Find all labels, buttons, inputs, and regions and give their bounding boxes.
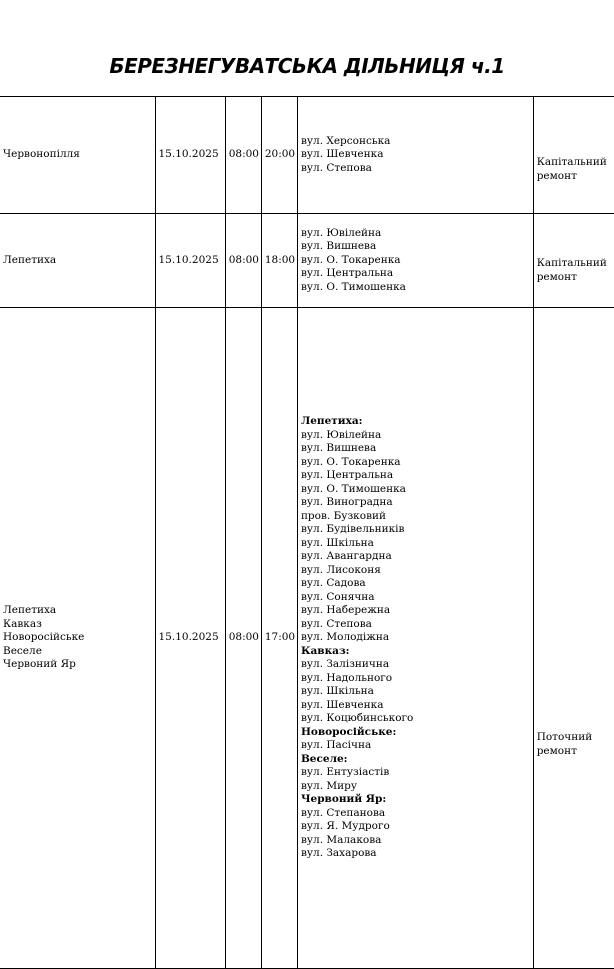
street-name: вул. О. Токаренка: [300, 455, 401, 468]
street-name: вул. Вишнева: [300, 442, 377, 455]
page-title: БЕРЕЗНЕГУВАТСЬКА ДІЛЬНИЦЯ ч.1: [109, 54, 505, 78]
settlement-name: Лепетиха: [3, 604, 57, 617]
outage-schedule-table: [0, 96, 614, 969]
date-cell: 15.10.2025: [155, 308, 225, 969]
start-time-cell: 08:00: [225, 308, 261, 969]
street-name: вул. Миру: [300, 779, 358, 792]
street-name: вул. Коцюбинського: [300, 712, 414, 725]
work-type-cell: [533, 214, 614, 308]
street-name: вул. О. Тимошенка: [300, 280, 406, 293]
work-type-text: Капітальний: [536, 156, 607, 168]
settlement-name: Веселе: [3, 644, 42, 657]
settlements-cell: [0, 214, 155, 308]
street-group-heading: Кавказ:: [300, 644, 350, 657]
date-cell: 15.10.2025: [155, 214, 225, 308]
street-name: вул. Малакова: [300, 833, 382, 846]
street-name: вул. Степова: [300, 617, 372, 630]
street-name: вул. Я. Мудрого: [300, 820, 390, 833]
settlements-cell: [0, 308, 155, 969]
street-name: вул. Ювілейна: [300, 226, 382, 239]
work-type-text: Капітальний: [536, 257, 607, 269]
street-name: вул. Пасічна: [300, 739, 372, 752]
street-group-heading: Червоний Яр:: [300, 793, 387, 806]
street-name: вул. Лисоконя: [300, 563, 381, 576]
table-row: [0, 97, 614, 214]
table-row: [0, 308, 614, 969]
start-time-cell: 08:00: [225, 97, 261, 214]
street-name: вул. О. Токаренка: [300, 253, 401, 266]
street-name: вул. Садова: [300, 577, 366, 590]
street-name: вул. Будівельників: [300, 523, 405, 536]
street-name: вул. Степова: [300, 161, 372, 174]
end-time-cell: 18:00: [261, 214, 297, 308]
street-name: вул. Залізнична: [300, 658, 390, 671]
start-time-cell: 08:00: [225, 214, 261, 308]
table-row: [0, 214, 614, 308]
street-name: вул. Херсонська: [300, 134, 391, 147]
street-name: вул. Надольного: [300, 671, 393, 684]
street-name: вул. Шевченка: [300, 698, 384, 711]
street-name: вул. О. Тимошенка: [300, 482, 406, 495]
street-name: вул. Набережна: [300, 604, 391, 617]
settlement-name: Кавказ: [3, 617, 42, 630]
work-type-cell: [533, 97, 614, 214]
street-name: вул. Сонячна: [300, 590, 375, 603]
street-name: вул. Виноградна: [300, 496, 393, 509]
street-name: вул. Ентузіастів: [300, 766, 390, 779]
work-type-text: Поточний: [536, 731, 593, 743]
street-group-heading: Лепетиха:: [300, 415, 363, 428]
street-name: вул. Шкільна: [300, 685, 374, 698]
settlement-name: Новоросійське: [3, 631, 85, 644]
street-name: вул. Центральна: [300, 267, 394, 280]
settlement-name: Червонопілля: [3, 148, 80, 161]
streets-cell: [297, 308, 533, 969]
street-name: вул. Шкільна: [300, 536, 374, 549]
settlements-cell: [0, 97, 155, 214]
settlement-name: Червоний Яр: [3, 658, 76, 671]
street-name: вул. Авангардна: [300, 550, 392, 563]
work-type-text: ремонт: [536, 169, 577, 182]
settlement-name: Лепетиха: [3, 253, 57, 266]
street-name: вул. Шевченка: [300, 148, 384, 161]
streets-cell: [297, 214, 533, 308]
streets-cell: [297, 97, 533, 214]
street-name: вул. Центральна: [300, 469, 394, 482]
street-name: вул. Вишнева: [300, 240, 377, 253]
work-type-text: ремонт: [536, 270, 577, 283]
street-name: вул. Захарова: [300, 847, 377, 860]
street-name: вул. Степанова: [300, 806, 386, 819]
end-time-cell: 20:00: [261, 97, 297, 214]
street-name: вул. Ювілейна: [300, 428, 382, 441]
date-cell: 15.10.2025: [155, 97, 225, 214]
street-name: вул. Молодіжна: [300, 631, 390, 644]
end-time-cell: 17:00: [261, 308, 297, 969]
work-type-text: ремонт: [536, 744, 577, 757]
work-type-cell: [533, 308, 614, 969]
street-group-heading: Веселе:: [300, 752, 348, 765]
street-group-heading: Новоросійське:: [300, 725, 397, 738]
street-name: пров. Бузковий: [300, 509, 386, 522]
